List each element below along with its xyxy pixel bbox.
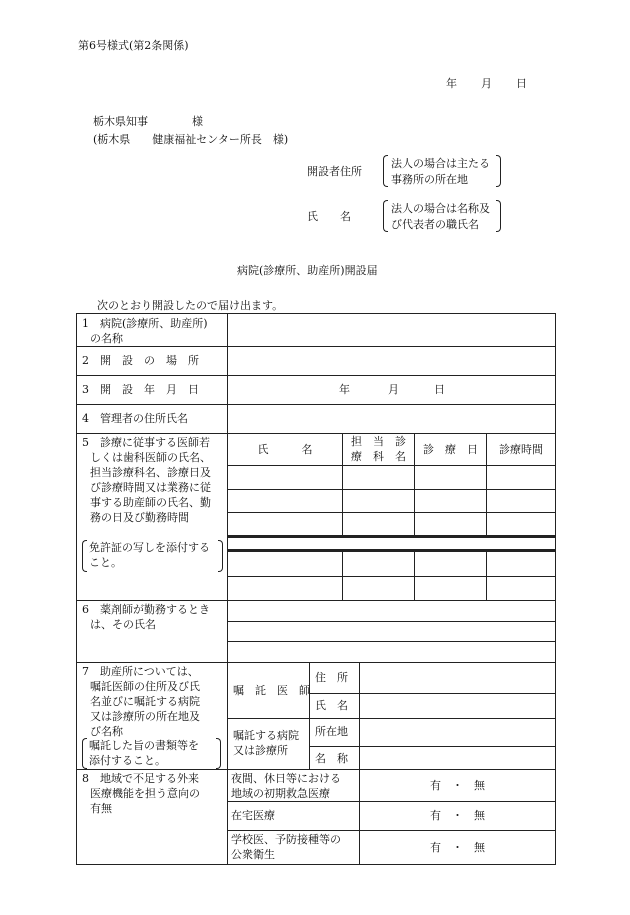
founder-address-label: 開設者住所 — [307, 165, 362, 178]
row6-label-b: は、その氏名 — [90, 618, 156, 631]
date-day: 日 — [516, 77, 527, 90]
row8-item-choice[interactable]: 有 ・ 無 — [430, 779, 485, 792]
row8-item-label: 夜間、休日等における — [231, 772, 341, 785]
address-note-bracket-right — [496, 155, 501, 187]
address-note-bracket-left — [383, 155, 388, 187]
row8-item-label: 学校医、予防接種等の — [231, 833, 341, 846]
founder-address-note-2: 事務所の所在地 — [391, 173, 468, 186]
row1-value-field[interactable] — [228, 314, 554, 346]
row7-note-1: 嘱託した旨の書類等を — [89, 739, 199, 752]
name-note-bracket-left — [383, 200, 388, 232]
row8-label-line: 8 地域で不足する外来 — [82, 772, 199, 785]
row3-year: 年 — [339, 383, 350, 396]
row7-name-label: 氏 名 — [315, 699, 348, 712]
founder-name-note-1: 法人の場合は名称及 — [391, 202, 490, 215]
row8-item-choice[interactable]: 有 ・ 無 — [430, 809, 485, 822]
row5-label-line: しくは歯科医師の氏名、 — [90, 451, 211, 464]
row3-month: 月 — [388, 383, 399, 396]
row3-day: 日 — [434, 383, 445, 396]
document-title: 病院(診療所、助産所)開設届 — [237, 264, 378, 277]
row7-note-2: 添付すること。 — [89, 754, 166, 767]
row8-label-line: 医療機能を担う意向の — [90, 787, 200, 800]
col-header-dept-2: 療 科 名 — [351, 450, 406, 463]
row5-label-line: 事する助産師の氏名、勤 — [90, 496, 211, 509]
founder-name-label: 氏 名 — [307, 210, 351, 223]
row2-value-field[interactable] — [228, 347, 554, 375]
row2-label: 2 開 設 の 場 所 — [82, 354, 199, 367]
row8-item-label: 地域の初期救急医療 — [231, 787, 330, 800]
col-header-name: 氏 名 — [257, 443, 313, 456]
row7-label-line: 名並びに嘱託する病院 — [90, 695, 200, 708]
row7-label-line: 7 助産所については、 — [82, 665, 199, 678]
row4-value-field[interactable] — [228, 405, 554, 433]
row7-hospital-name-label: 名 称 — [315, 752, 348, 765]
addressee-center: (栃木県 健康福祉センター所長 様) — [93, 133, 289, 146]
row8-item-choice[interactable]: 有 ・ 無 — [430, 841, 485, 854]
founder-address-note-1: 法人の場合は主たる — [391, 157, 490, 170]
row5-label-line: 務の日及び勤務時間 — [90, 511, 189, 524]
row1-label-b: の名称 — [90, 332, 123, 345]
row7-hospital-label-2: 又は診療所 — [233, 744, 288, 757]
row3-label: 3 開 設 年 月 日 — [82, 383, 199, 396]
row7-doctor-label: 嘱 託 医 師 — [233, 684, 310, 697]
col-header-time: 診療時間 — [499, 443, 543, 456]
founder-name-note-2: び代表者の職氏名 — [391, 218, 479, 231]
row7-address-label: 住 所 — [315, 671, 348, 684]
row7-label-line: 又は診療所の所在地及 — [90, 710, 200, 723]
row6-label-a: 6 薬剤師が勤務するとき — [82, 603, 210, 616]
row1-label-a: 1 病院(診療所、助産所) — [82, 317, 208, 330]
row7-hospital-label-1: 嘱託する病院 — [233, 729, 299, 742]
row5-note-2: こと。 — [89, 556, 122, 569]
intro-text: 次のとおり開設したので届け出ます。 — [97, 299, 284, 312]
row5-note-bracket-right — [218, 540, 223, 572]
row7-note-bracket-right — [216, 738, 221, 769]
row7-note-bracket-left — [82, 738, 87, 769]
row7-label-line: び名称 — [90, 725, 123, 738]
row5-label-line: 5 診療に従事する医師若 — [82, 436, 210, 449]
date-year: 年 — [446, 77, 457, 90]
row5-label-line: 担当診療科名、診療日及 — [90, 466, 211, 479]
addressee-governor: 栃木県知事 様 — [93, 115, 203, 128]
row8-item-label: 在宅医療 — [231, 809, 275, 822]
row4-label: 4 管理者の住所氏名 — [82, 412, 188, 425]
date-month: 月 — [481, 77, 492, 90]
name-note-bracket-right — [496, 200, 501, 232]
row8-item-label: 公衆衛生 — [231, 848, 275, 861]
col-header-day: 診 療 日 — [423, 443, 478, 456]
row5-note-bracket-left — [82, 540, 87, 572]
row5-note-1: 免許証の写しを添付する — [89, 541, 210, 554]
form-number: 第6号様式(第2条関係) — [78, 39, 189, 52]
col-header-dept-1: 担 当 診 — [351, 435, 406, 448]
row7-location-label: 所在地 — [315, 725, 348, 738]
row8-label-line: 有無 — [90, 802, 112, 815]
row7-label-line: 嘱託医師の住所及び氏 — [90, 680, 200, 693]
row5-label-line: び診療時間又は業務に従 — [90, 481, 211, 494]
